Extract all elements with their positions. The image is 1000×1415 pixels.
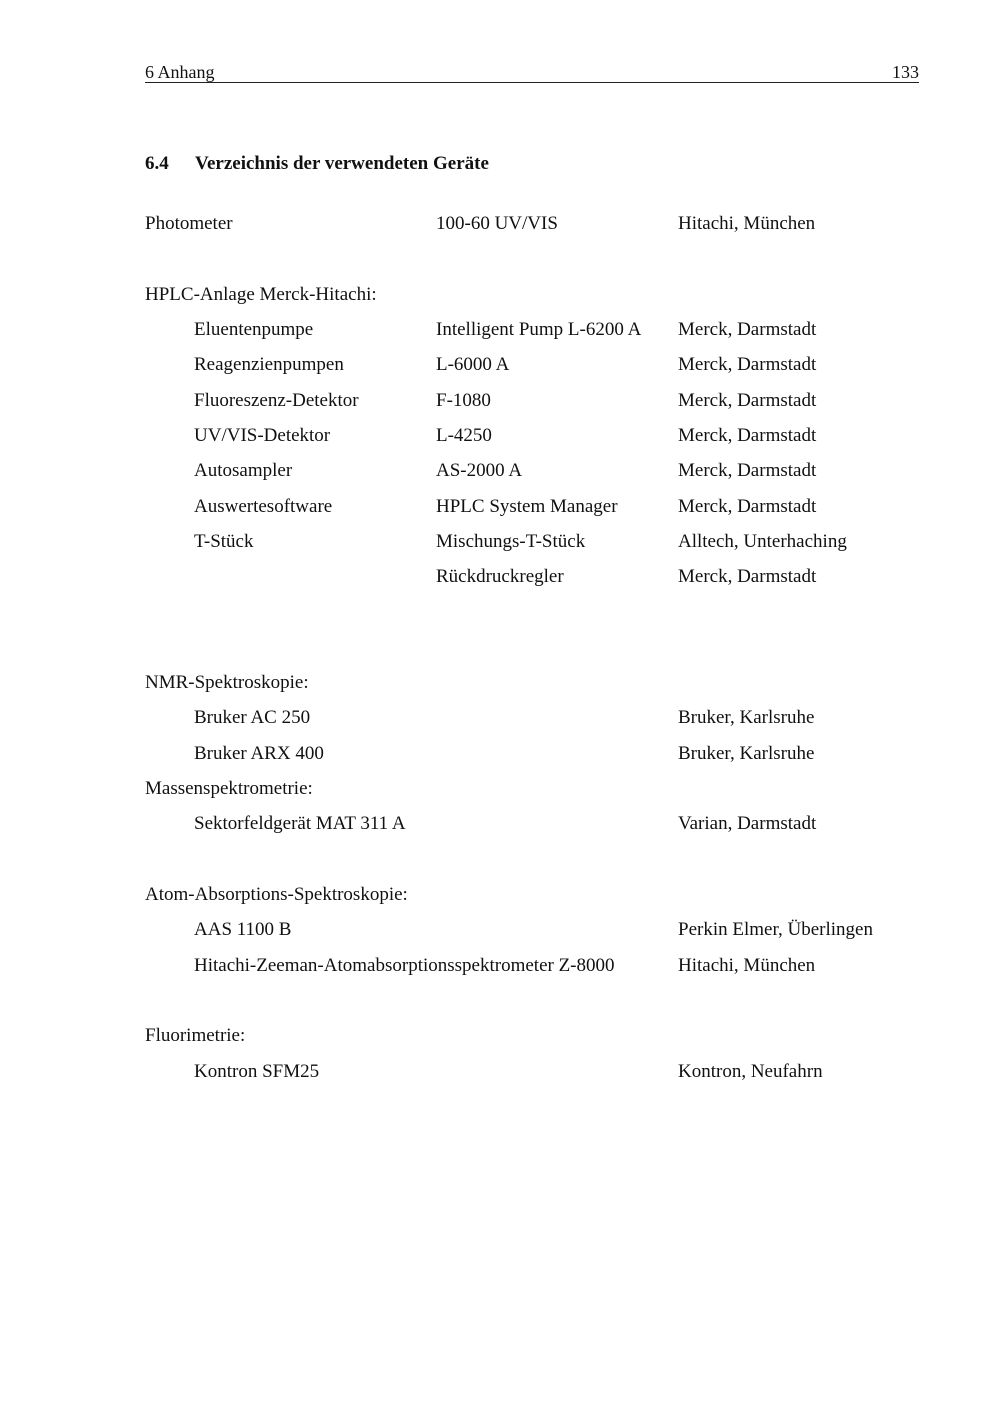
hplc-row-model: Rückdruckregler (436, 566, 564, 587)
hplc-row-model: HPLC System Manager (436, 496, 618, 517)
hplc-row-model: AS-2000 A (436, 460, 523, 481)
section-number: 6.4 (145, 153, 169, 174)
hplc-row-maker: Merck, Darmstadt (678, 319, 817, 340)
nmr-row-maker: Bruker, Karlsruhe (678, 707, 815, 728)
section-title: Verzeichnis der verwendeten Geräte (195, 153, 489, 174)
running-header (145, 62, 919, 83)
aas-heading: Atom-Absorptions-Spektroskopie: (145, 884, 408, 905)
hplc-row-maker: Merck, Darmstadt (678, 496, 817, 517)
nmr-heading: NMR-Spektroskopie: (145, 672, 309, 693)
ms-row-item: Sektorfeldgerät MAT 311 A (194, 813, 406, 834)
aas-row-maker: Hitachi, München (678, 955, 816, 976)
hplc-row-maker: Merck, Darmstadt (678, 425, 817, 446)
page-number: 133 (892, 62, 919, 82)
fluorimetry-row-item: Kontron SFM25 (194, 1061, 320, 1082)
hplc-row-maker: Merck, Darmstadt (678, 390, 817, 411)
hplc-row-item: T-Stück (194, 531, 254, 552)
aas-row-item: AAS 1100 B (194, 919, 292, 940)
nmr-row-maker: Bruker, Karlsruhe (678, 743, 815, 764)
hplc-row-item: UV/VIS-Detektor (194, 425, 331, 446)
hplc-row-maker: Merck, Darmstadt (678, 566, 817, 587)
hplc-row-item: Auswertesoftware (194, 496, 333, 517)
hplc-row-maker: Merck, Darmstadt (678, 460, 817, 481)
chapter-title: 6 Anhang (145, 62, 215, 82)
hplc-row-model: Intelligent Pump L-6200 A (436, 319, 642, 340)
nmr-row-item: Bruker AC 250 (194, 707, 311, 728)
aas-row-item: Hitachi-Zeeman-Atomabsorptionsspektrometer Z-8000 (194, 955, 615, 976)
hplc-row-maker: Merck, Darmstadt (678, 354, 817, 375)
aas-row-maker: Perkin Elmer, Überlingen (678, 919, 873, 940)
fluorimetry-heading: Fluorimetrie: (145, 1025, 246, 1046)
hplc-row-item: Autosampler (194, 460, 293, 481)
hplc-heading: HPLC-Anlage Merck-Hitachi: (145, 284, 377, 305)
ms-heading: Massenspektrometrie: (145, 778, 313, 799)
photometer-model: 100-60 UV/VIS (436, 213, 558, 234)
section-heading (145, 153, 489, 175)
hplc-row-item: Fluoreszenz-Detektor (194, 390, 359, 411)
hplc-row-model: F-1080 (436, 390, 491, 411)
hplc-row-model: L-4250 (436, 425, 492, 446)
hplc-row-maker: Alltech, Unterhaching (678, 531, 847, 552)
hplc-row-item: Reagenzienpumpen (194, 354, 344, 375)
ms-row-maker: Varian, Darmstadt (678, 813, 817, 834)
hplc-row-model: L-6000 A (436, 354, 510, 375)
nmr-row-item: Bruker ARX 400 (194, 743, 324, 764)
photometer-maker: Hitachi, München (678, 213, 816, 234)
fluorimetry-row-maker: Kontron, Neufahrn (678, 1061, 823, 1082)
photometer-label: Photometer (145, 213, 233, 234)
hplc-row-model: Mischungs-T-Stück (436, 531, 586, 552)
hplc-row-item: Eluentenpumpe (194, 319, 314, 340)
